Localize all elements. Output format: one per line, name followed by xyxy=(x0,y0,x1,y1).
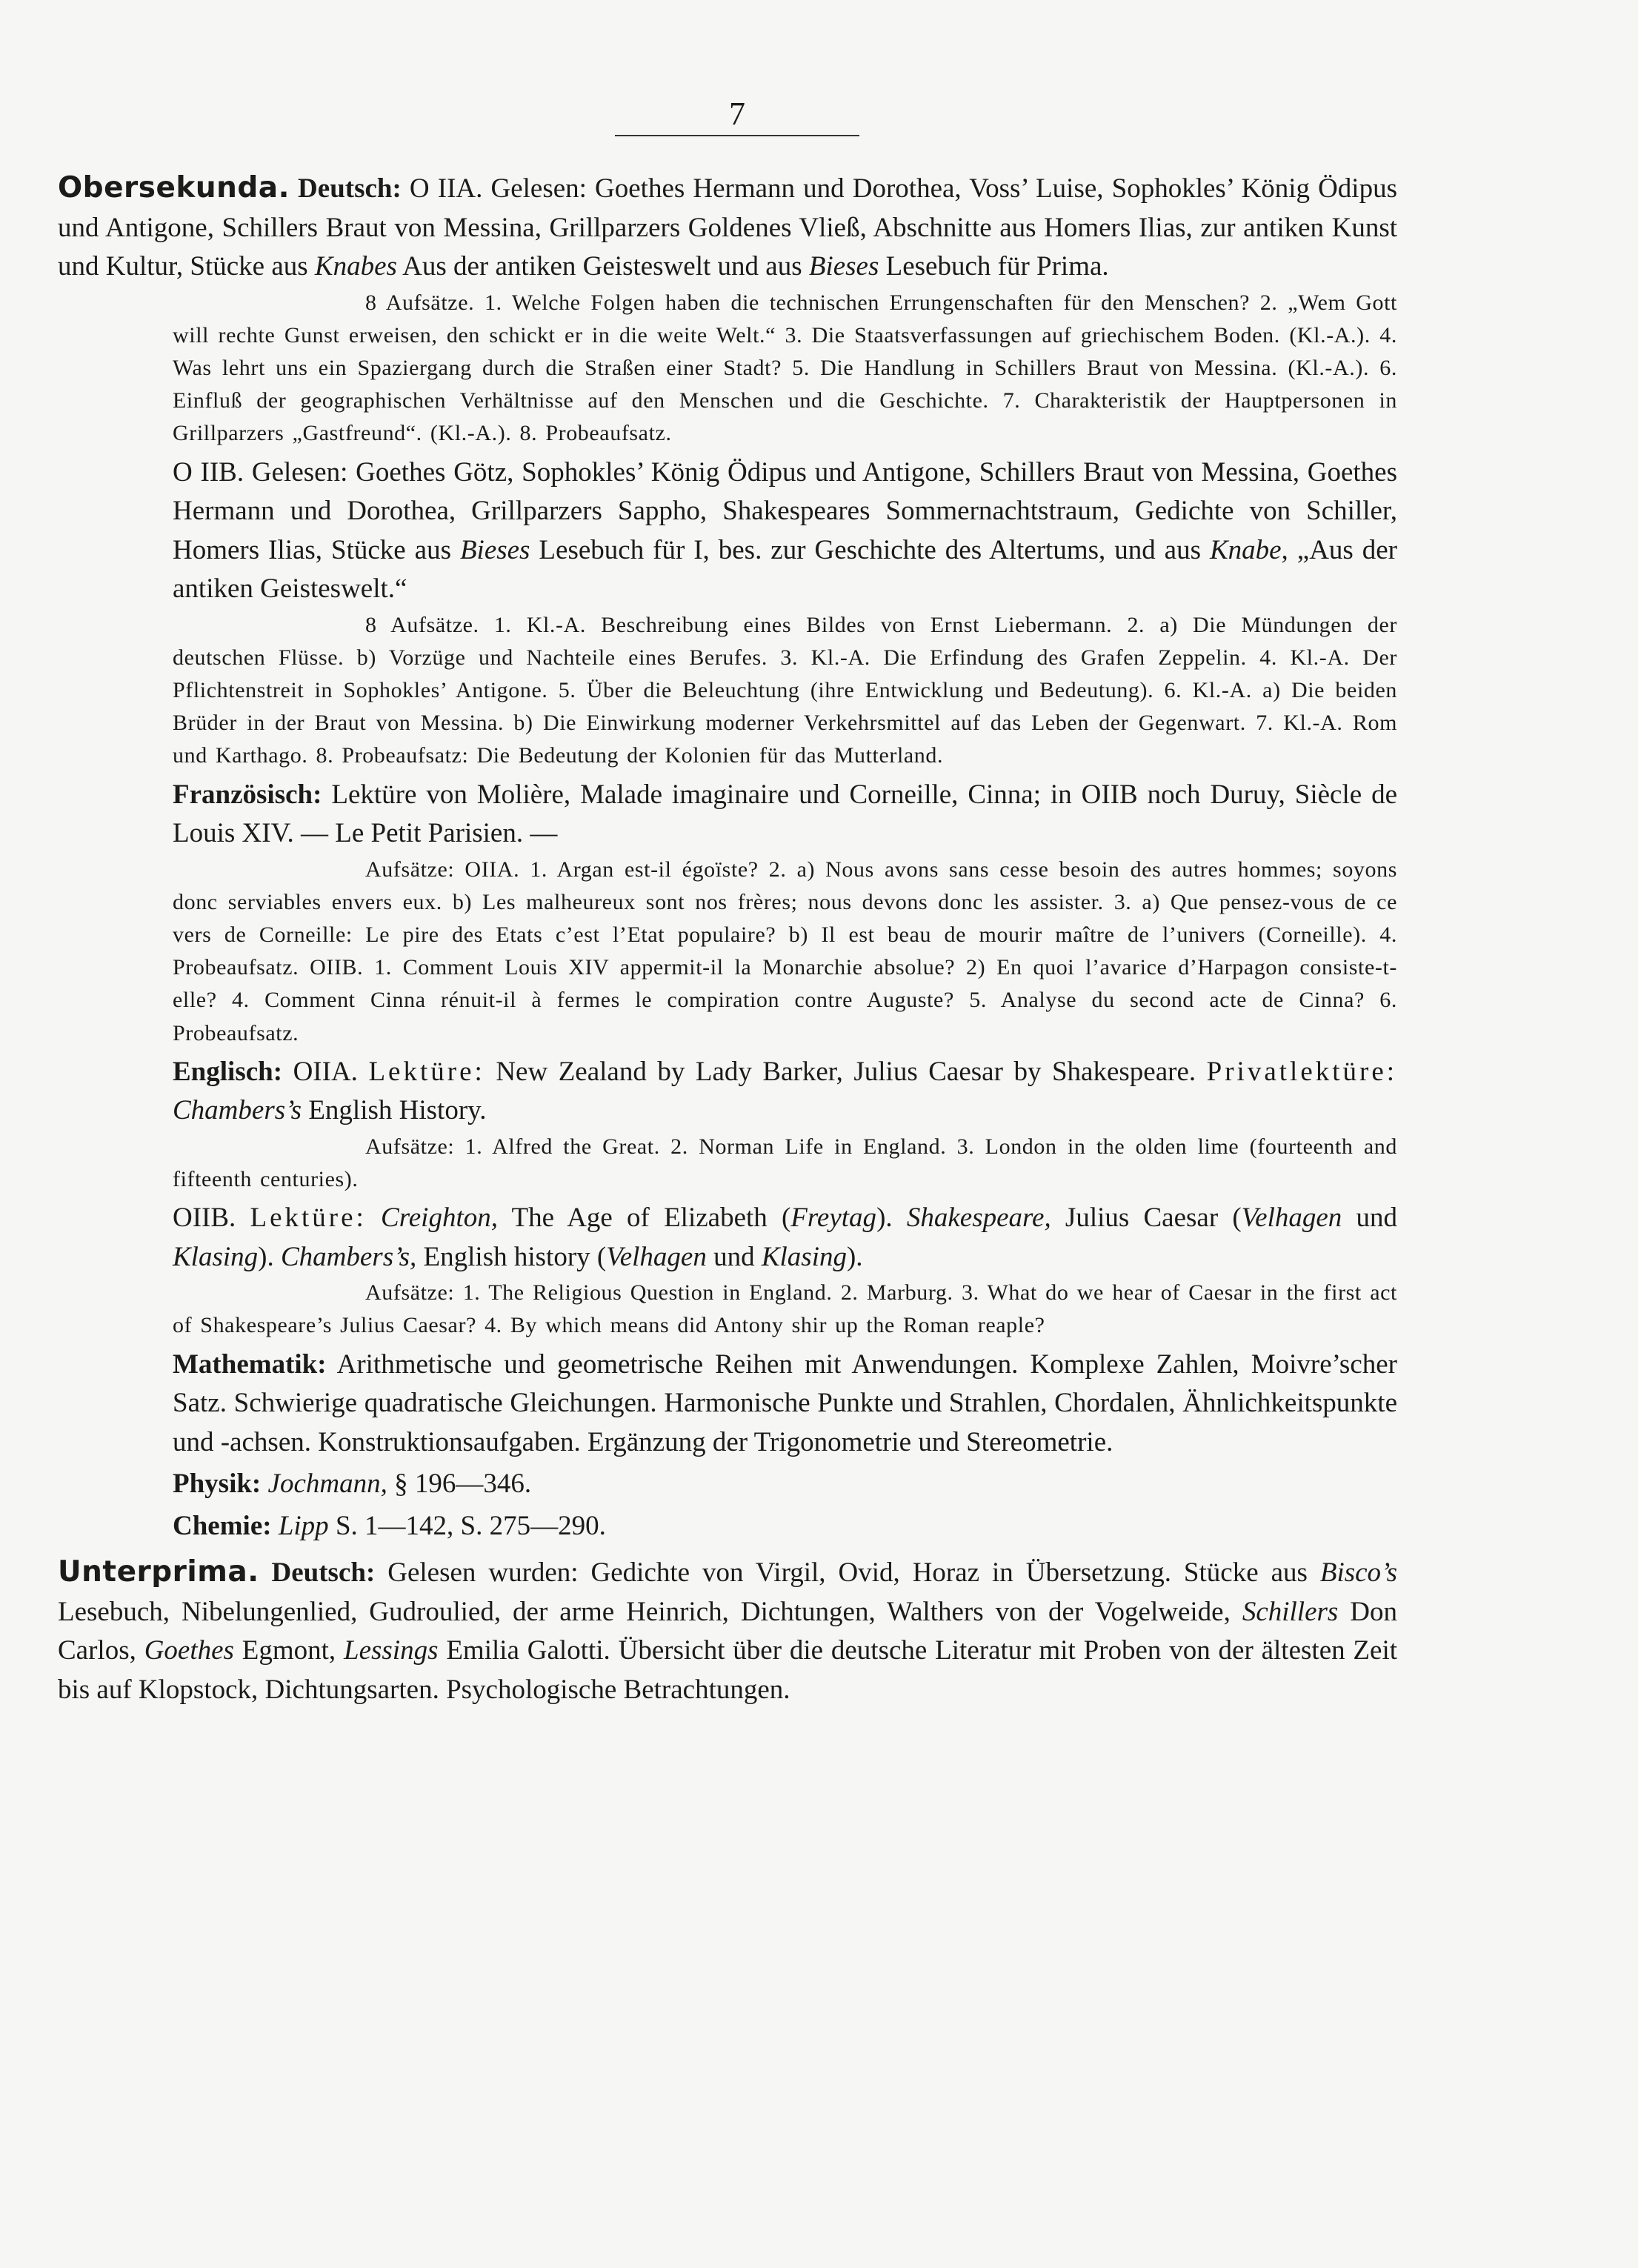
englisch-oiia-aufsaetze: Aufsätze: 1. Alfred the Great. 2. Norman Life in England. 3. London in the olden lime (fourteenth and fifteenth centuries). xyxy=(173,1134,1397,1191)
obersekunda-physik xyxy=(58,1465,1397,1504)
privatlektuere-label: Privatlektüre: xyxy=(1206,1056,1398,1087)
book-age-of-elizabeth: The Age of Elizabeth ( xyxy=(511,1203,791,1234)
paren-close: ). xyxy=(876,1203,893,1234)
author-knabe: Knabe, xyxy=(1209,534,1288,565)
unterprima-text-5: Emilia Galotti. Übersicht über die deutsche Literatur mit Proben von der ältesten Zeit bis auf Klopstock, Dichtungsarten. Psychologische Betrachtungen. xyxy=(58,1635,1398,1705)
oiia-reading-end: Lesebuch für Prima. xyxy=(885,251,1109,282)
word-und: und xyxy=(713,1241,755,1272)
obersekunda-deutsch-oiia xyxy=(58,169,1397,287)
publisher-velhagen: Velhagen xyxy=(1241,1203,1342,1234)
obersekunda-englisch-oiia xyxy=(58,1053,1397,1131)
unterprima-deutsch xyxy=(58,1553,1397,1709)
franzoesisch-lektuere: Lektüre von Molière, Malade imaginaire und Corneille, Cinna; in OIIB noch Duruy, Siècle de Louis XIV. — Le Petit Parisien. — xyxy=(173,779,1398,849)
subject-physik: Physik: xyxy=(173,1469,262,1500)
englisch-oiib-aufsaetze: Aufsätze: 1. The Religious Question in England. 2. Marburg. 3. What do we hear of Caesar in the first act of Shakespeare’s Julius Caesar? 4. By which means did Antony shir up the Roman reaple? xyxy=(173,1280,1397,1338)
subject-deutsch: Deutsch: xyxy=(271,1557,376,1589)
author-lessings: Lessings xyxy=(344,1635,439,1666)
unterprima-text-1: Gelesen wurden: Gedichte von Virgil, Ovid, Horaz in Übersetzung. Stücke aus xyxy=(387,1557,1308,1589)
paren-close: ). xyxy=(258,1241,274,1272)
englisch-oiib-class: OIIB. xyxy=(173,1203,236,1234)
author-creighton: Creighton, xyxy=(381,1203,498,1234)
lektuere-label: Lektüre: xyxy=(368,1056,485,1087)
section-label-unterprima: Unterprima. xyxy=(58,1555,259,1589)
word-und: und xyxy=(1356,1203,1397,1234)
subject-englisch: Englisch: xyxy=(173,1056,283,1087)
unterprima-text-3: Don Carlos, xyxy=(58,1596,1397,1666)
subject-franzoesisch: Französisch: xyxy=(173,779,322,810)
lektuere-label: Lektüre: xyxy=(250,1203,367,1234)
franzoesisch-aufsaetze: Aufsätze: OIIA. 1. Argan est-il égoïste? 2. a) Nous avons sans cesse besoin des autres hommes; soyons donc serviables envers eux. b) Les malheureux sont nos frères; nous devons donc les assister. 3. a) Que pensez-vous de ce vers de Corneille: Le pire des Etats c’est l’Etat populaire? b) Il est beau de mourir maître de l’univers (Corneille). 4. Probeaufsatz. OIIB. 1. Comment Louis XIV appermit-il la Monarchie absolue? 2) En quoi l’avarice d’Harpagon consiste-t-elle? 4. Comment Cinna rénuit-il à fermes le compiration contre Auguste? 5. Analyse du second acte de Cinna? 6. Probeaufsatz. xyxy=(173,857,1397,1045)
obersekunda-franzoesisch xyxy=(58,776,1397,854)
unterprima-text-2: Lesebuch, Nibelungenlied, Gudroulied, der arme Heinrich, Dichtungen, Walthers von der Vogelweide, xyxy=(58,1596,1231,1627)
author-bieses: Bieses xyxy=(459,534,530,565)
oiib-reading-mid: Lesebuch für I, bes. zur Geschichte des Altertums, und aus xyxy=(539,534,1201,565)
publisher-klasing: Klasing xyxy=(761,1241,847,1272)
oiib-reading-text: O IIB. Gelesen: Goethes Götz, Sophokles’ König Ödipus und Antigone, Schillers Braut von Messina, Goethes Hermann und Dorothea, Grillparzers Sappho, Shakespeares Sommernachtstraum, Gedichte von Schiller, Homers Ilias, Stücke aus xyxy=(173,456,1397,565)
oiib-reading-end: „Aus der antiken Geisteswelt.“ xyxy=(173,534,1398,605)
mathematik-text: Arithmetische und geometrische Reihen mit Anwendungen. Komplexe Zahlen, Moivre’scher Satz. Schwierige quadratische Gleichungen. Harmonische Punkte und Strahlen, Chordalen, Ähnlichkeitspunkte und -achsen. Konstruktionsaufgaben. Ergänzung der Trigonometrie und Stereometrie. xyxy=(173,1349,1397,1457)
page-body xyxy=(58,169,1397,1709)
author-schillers: Schillers xyxy=(1242,1596,1339,1627)
author-shakespeare: Shakespeare, xyxy=(906,1203,1051,1234)
obersekunda-chemie xyxy=(58,1507,1397,1546)
obersekunda-mathematik xyxy=(58,1346,1397,1463)
englisch-oiia-class: OIIA. xyxy=(293,1056,358,1087)
subject-chemie: Chemie: xyxy=(173,1510,272,1541)
author-bisco: Bisco’s xyxy=(1319,1557,1398,1589)
oiia-reading-mid: Aus der antiken Geisteswelt und aus xyxy=(402,251,802,282)
oiib-deutsch-aufsaetze: 8 Aufsätze. 1. Kl.-A. Beschreibung eines Bildes von Ernst Liebermann. 2. a) Die Mündungen der deutschen Flüsse. b) Vorzüge und Nachteile eines Berufes. 3. Kl.-A. Die Erfindung des Grafen Zeppelin. 4. Kl.-A. Der Pflichtenstreit in Sophokles’ Antigone. 5. Über die Beleuchtung (ihre Entwicklung und Bedeutung). 6. Kl.-A. a) Die beiden Brüder in der Braut von Messina. b) Die Einwirkung moderner Verkehrsmittel auf das Leben der Gegenwart. 7. Kl.-A. Rom und Karthago. 8. Probeaufsatz: Die Bedeutung der Kolonien für das Mutterland. xyxy=(173,612,1397,768)
page-number-rule xyxy=(615,135,859,136)
oiia-deutsch-aufsaetze: 8 Aufsätze. 1. Welche Folgen haben die technischen Errungenschaften für den Menschen? 2. „Wem Gott will rechte Gunst erweisen, den schickt er in die weite Welt.“ 3. Die Staatsverfassungen auf griechischem Boden. (Kl.-A.). 4. Was lehrt uns ein Spaziergang durch die Straßen einer Stadt? 5. Die Handlung in Schillers Braut von Messina. (Kl.-A.). 6. Einfluß der geographischen Verhältnisse auf den Menschen und die Geschichte. 7. Charakteristik der Hauptpersonen in Grillparzers „Gastfreund“. (Kl.-A.). 8. Probeaufsatz. xyxy=(173,290,1397,446)
author-knabes: Knabes xyxy=(314,251,397,282)
subject-mathematik: Mathematik: xyxy=(173,1349,327,1380)
book-julius-caesar: Julius Caesar ( xyxy=(1065,1203,1242,1234)
author-goethes: Goethes xyxy=(144,1635,234,1666)
unterprima-text-4: Egmont, xyxy=(242,1635,336,1666)
englisch-oiia-lektuere: New Zealand by Lady Barker, Julius Caesar by Shakespeare. xyxy=(496,1056,1196,1087)
chemie-text: S. 1—142, S. 275—290. xyxy=(335,1510,606,1541)
publisher-freytag: Freytag xyxy=(790,1203,877,1234)
paren-close: ). xyxy=(846,1241,863,1272)
physik-text: § 196—346. xyxy=(394,1469,532,1500)
author-chambers: Chambers’s xyxy=(173,1095,302,1126)
author-chambers: Chambers’s, xyxy=(280,1241,417,1272)
subject-deutsch: Deutsch: xyxy=(298,173,402,204)
privatlektuere-title: English History. xyxy=(308,1095,487,1126)
page-number: 7 xyxy=(729,96,745,132)
oiia-reading-text: O IIA. Gelesen: Goethes Hermann und Dorothea, Voss’ Luise, Sophokles’ König Ödipus und Antigone, Schillers Braut von Messina, Grillparzers Goldenes Vließ, Abschnitte aus Homers Ilias, zur antiken Kunst und Kultur, Stücke aus xyxy=(58,173,1397,282)
book-english-history: English history ( xyxy=(423,1241,607,1272)
author-lipp: Lipp xyxy=(278,1510,329,1541)
obersekunda-deutsch-oiib xyxy=(58,453,1397,609)
publisher-klasing: Klasing xyxy=(173,1241,259,1272)
section-label-obersekunda: Obersekunda. xyxy=(58,171,290,204)
author-jochmann: Jochmann, xyxy=(267,1469,387,1500)
author-bieses: Bieses xyxy=(808,251,879,282)
obersekunda-englisch-oiib xyxy=(58,1199,1397,1277)
publisher-velhagen: Velhagen xyxy=(606,1241,707,1272)
